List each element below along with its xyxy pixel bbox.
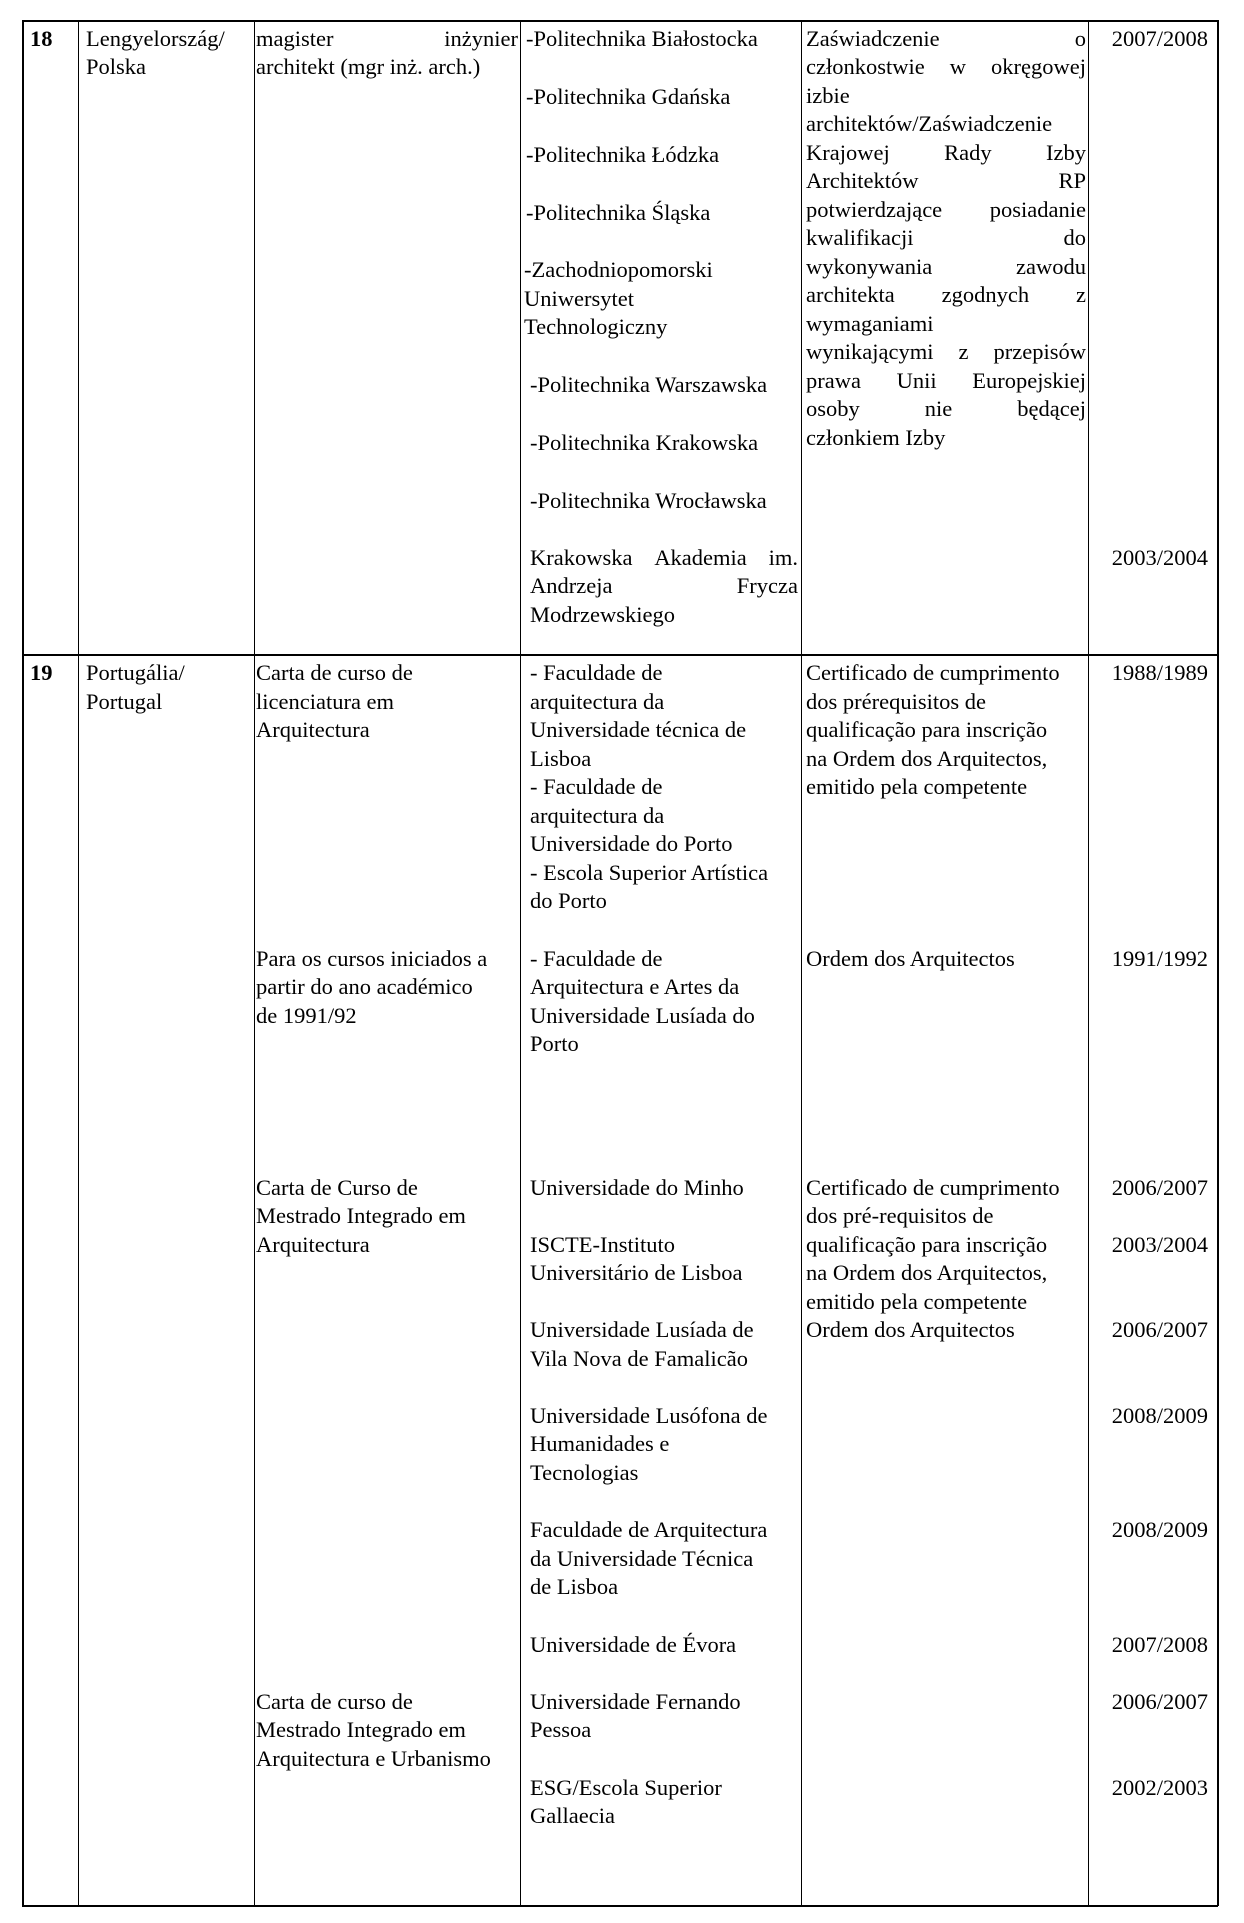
certificate-text: dos pré-requisitos de bbox=[806, 1203, 994, 1228]
certificate-text: Krajowej Rady Izby bbox=[806, 140, 1086, 165]
institution-name: Vila Nova de Famalicão bbox=[530, 1346, 748, 1371]
certificate-text: Certificado de cumprimento bbox=[806, 1175, 1060, 1200]
qualification-title: Carta de Curso de bbox=[256, 1175, 418, 1200]
qualification-title: Para os cursos iniciados a bbox=[256, 946, 488, 971]
certificate-text: emitido pela competente bbox=[806, 774, 1028, 799]
academic-year: 2008/2009 bbox=[1111, 1517, 1208, 1542]
institution-name: -Politechnika Śląska bbox=[526, 200, 711, 225]
institution-name: - Faculdade de bbox=[530, 774, 663, 799]
institution-name: Andrzeja Frycza bbox=[530, 573, 798, 598]
country-name: Portugália/ bbox=[86, 660, 185, 685]
institution-name: Krakowska Akademia im. bbox=[530, 545, 798, 570]
institution-name: Universidade Lusíada do bbox=[530, 1003, 755, 1028]
institution-name: -Politechnika Warszawska bbox=[530, 372, 768, 397]
institution-name: Porto bbox=[530, 1031, 579, 1056]
certificate-text: Ordem dos Arquitectos bbox=[806, 946, 1015, 971]
academic-year: 2006/2007 bbox=[1111, 1317, 1208, 1342]
institution-name: arquitectura da bbox=[530, 689, 665, 714]
academic-year: 2007/2008 bbox=[1111, 1632, 1208, 1657]
qualification-title: de 1991/92 bbox=[256, 1003, 357, 1028]
table-border-right bbox=[1217, 20, 1219, 1906]
certificate-text: architektów/Zaświadczenie bbox=[806, 111, 1053, 136]
qualification-title: Mestrado Integrado em bbox=[256, 1717, 466, 1742]
institution-name: Universidade Lusófona de bbox=[530, 1403, 768, 1428]
certificate-text: osoby nie będącej bbox=[806, 396, 1086, 421]
qualification-title: architekt (mgr inż. arch.) bbox=[256, 54, 481, 79]
country-name: Portugal bbox=[86, 689, 163, 714]
table-border-top bbox=[22, 20, 1218, 22]
academic-year: 2002/2003 bbox=[1111, 1775, 1208, 1800]
institution-name: Uniwersytet bbox=[524, 286, 634, 311]
academic-year: 1988/1989 bbox=[1111, 660, 1208, 685]
academic-year: 2003/2004 bbox=[1111, 1232, 1208, 1257]
certificate-text: Ordem dos Arquitectos bbox=[806, 1317, 1015, 1342]
institution-name: - Faculdade de bbox=[530, 660, 663, 685]
certificate-text: Certificado de cumprimento bbox=[806, 660, 1060, 685]
institution-name: ESG/Escola Superior bbox=[530, 1775, 722, 1800]
certificate-text: potwierdzające posiadanie bbox=[806, 197, 1086, 222]
certificate-text: dos prérequisitos de bbox=[806, 689, 986, 714]
certificate-text: na Ordem dos Arquitectos, bbox=[806, 1260, 1048, 1285]
institution-name: - Escola Superior Artística bbox=[530, 860, 769, 885]
academic-year: 2006/2007 bbox=[1111, 1175, 1208, 1200]
institution-name: Universidade Lusíada de bbox=[530, 1317, 754, 1342]
qualification-title: licenciatura em bbox=[256, 689, 395, 714]
certificate-text: Zaświadczenie o bbox=[806, 26, 1086, 51]
column-divider bbox=[1088, 20, 1089, 1906]
institution-name: Faculdade de Arquitectura bbox=[530, 1517, 768, 1542]
institution-name: Arquitectura e Artes da bbox=[530, 974, 740, 999]
institution-name: Tecnologias bbox=[530, 1460, 639, 1485]
qualification-title: Arquitectura bbox=[256, 717, 370, 742]
row-separator bbox=[22, 654, 1218, 656]
institution-name: Lisboa bbox=[530, 746, 592, 771]
column-divider bbox=[254, 20, 255, 1906]
country-name: Polska bbox=[86, 54, 147, 79]
column-divider bbox=[801, 20, 802, 1906]
qualification-title: magister inżynier bbox=[256, 26, 518, 51]
certificate-text: na Ordem dos Arquitectos, bbox=[806, 746, 1048, 771]
certificate-text: Architektów RP bbox=[806, 168, 1086, 193]
certificate-text: członkostwie w okręgowej bbox=[806, 54, 1086, 79]
institution-name: Gallaecia bbox=[530, 1803, 615, 1828]
certificate-text: wynikającymi z przepisów bbox=[806, 339, 1086, 364]
row-number: 19 bbox=[30, 660, 53, 685]
institution-name: Universitário de Lisboa bbox=[530, 1260, 743, 1285]
column-divider bbox=[78, 20, 79, 1906]
qualification-title: Carta de curso de bbox=[256, 1689, 413, 1714]
certificate-text: architekta zgodnych z bbox=[806, 282, 1086, 307]
certificate-text: izbie bbox=[806, 83, 850, 108]
column-divider bbox=[520, 20, 521, 1906]
certificate-text: qualificação para inscrição bbox=[806, 717, 1048, 742]
qualification-title: partir do ano académico bbox=[256, 974, 473, 999]
qualification-title: Carta de curso de bbox=[256, 660, 413, 685]
qualification-title: Arquitectura e Urbanismo bbox=[256, 1746, 491, 1771]
institution-name: Modrzewskiego bbox=[530, 602, 675, 627]
institution-name: -Politechnika Łódzka bbox=[526, 142, 720, 167]
institution-name: Universidade de Évora bbox=[530, 1632, 737, 1657]
row-number: 18 bbox=[30, 26, 53, 51]
institution-name: de Lisboa bbox=[530, 1574, 619, 1599]
table-border-bottom bbox=[22, 1905, 1218, 1907]
certificate-text: prawa Unii Europejskiej bbox=[806, 368, 1086, 393]
institution-name: ISCTE-Instituto bbox=[530, 1232, 675, 1257]
institution-name: -Politechnika Białostocka bbox=[526, 26, 758, 51]
institution-name: -Politechnika Gdańska bbox=[526, 84, 731, 109]
institution-name: Humanidades e bbox=[530, 1431, 670, 1456]
institution-name: - Faculdade de bbox=[530, 946, 663, 971]
certificate-text: członkiem Izby bbox=[806, 425, 946, 450]
institution-name: Universidade do Porto bbox=[530, 831, 733, 856]
certificate-text: emitido pela competente bbox=[806, 1289, 1028, 1314]
institution-name: da Universidade Técnica bbox=[530, 1546, 754, 1571]
qualification-title: Mestrado Integrado em bbox=[256, 1203, 466, 1228]
institution-name: arquitectura da bbox=[530, 803, 665, 828]
certificate-text: wymaganiami bbox=[806, 311, 934, 336]
institution-name: do Porto bbox=[530, 888, 607, 913]
table-border-left bbox=[22, 20, 24, 1906]
certificate-text: wykonywania zawodu bbox=[806, 254, 1086, 279]
certificate-text: qualificação para inscrição bbox=[806, 1232, 1048, 1257]
academic-year: 2006/2007 bbox=[1111, 1689, 1208, 1714]
certificate-text: kwalifikacji do bbox=[806, 225, 1086, 250]
institution-name: Universidade técnica de bbox=[530, 717, 747, 742]
academic-year: 2007/2008 bbox=[1111, 26, 1208, 51]
institution-name: -Zachodniopomorski bbox=[524, 257, 713, 282]
institution-name: Universidade Fernando bbox=[530, 1689, 741, 1714]
institution-name: Pessoa bbox=[530, 1717, 592, 1742]
academic-year: 2003/2004 bbox=[1111, 545, 1208, 570]
country-name: Lengyelország/ bbox=[86, 26, 225, 51]
institution-name: -Politechnika Wrocławska bbox=[530, 488, 767, 513]
institution-name: Universidade do Minho bbox=[530, 1175, 744, 1200]
qualification-title: Arquitectura bbox=[256, 1232, 370, 1257]
academic-year: 2008/2009 bbox=[1111, 1403, 1208, 1428]
institution-name: -Politechnika Krakowska bbox=[530, 430, 759, 455]
academic-year: 1991/1992 bbox=[1111, 946, 1208, 971]
institution-name: Technologiczny bbox=[524, 314, 668, 339]
